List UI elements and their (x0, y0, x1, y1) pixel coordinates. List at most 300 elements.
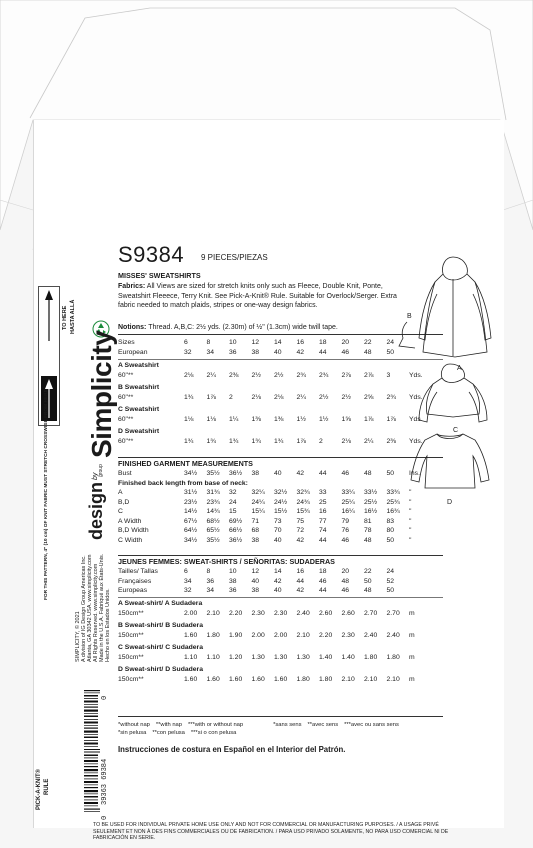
cell: 2.10 (296, 631, 310, 639)
cell: 12 (251, 568, 260, 576)
cell: 2.60 (319, 609, 333, 617)
pattern-title: MISSES' SWEATSHIRTS (118, 271, 201, 280)
cell: 2.40 (364, 631, 378, 639)
table-row (118, 586, 409, 596)
design-group-logo: design group (86, 464, 106, 540)
cell: 1.60 (206, 675, 220, 683)
cell: 44 (319, 536, 327, 544)
cell: 25 (319, 498, 327, 506)
cell: 40 (251, 577, 260, 585)
cell: 44 (319, 348, 327, 356)
fabrics-paragraph (118, 282, 403, 311)
cell: 2¼ (296, 393, 306, 401)
cell: 81 (364, 517, 372, 525)
cell: 69½ (229, 517, 243, 525)
cell: 64½ (184, 527, 198, 535)
cell: 1¾ (251, 437, 261, 445)
legend-line (118, 729, 448, 737)
cell: 2½ (319, 393, 329, 401)
cell: 16 (296, 568, 305, 576)
table-row (118, 567, 409, 577)
cell: 1⅜ (274, 415, 284, 423)
cell: 15¾ (296, 508, 310, 516)
cell: 15¼ (251, 508, 265, 516)
row-label: Europeas (118, 587, 148, 595)
cell: 48 (364, 536, 372, 544)
cell: 2⅜ (386, 437, 396, 445)
cell: 1.80 (386, 653, 400, 661)
cell: 36 (229, 348, 237, 356)
row-label: C (118, 508, 123, 516)
cell: 40 (274, 348, 282, 356)
cell: 2.20 (319, 631, 333, 639)
table-row (118, 338, 409, 348)
cell: 12 (251, 339, 260, 347)
cell: 24¼ (251, 498, 265, 506)
fabric-width: 60"** (118, 371, 134, 379)
cell: 46 (319, 577, 327, 585)
cell: 14¾ (206, 508, 220, 516)
cell: 1.90 (229, 631, 243, 639)
cell: 24 (386, 339, 395, 347)
spanish-heading: JEUNES FEMMES: SWEAT-SHIRTS / SEÑORITAS: SUDADERAS (118, 557, 335, 566)
cell: 2.40 (386, 631, 400, 639)
cell: 14 (274, 339, 282, 347)
cell: 40 (274, 587, 282, 595)
cell: 2 (229, 393, 233, 401)
cell: 25¾ (386, 498, 400, 506)
cell: 14 (274, 568, 282, 576)
cell: 2.10 (386, 675, 400, 683)
cell: 33¾ (386, 489, 400, 497)
cell: 16½ (364, 508, 378, 516)
cell: 74 (319, 527, 327, 535)
cell: 2.00 (251, 631, 265, 639)
table-row (118, 415, 423, 425)
cell: 2½ (341, 393, 351, 401)
cell: 2.20 (229, 609, 243, 617)
yardage-table (118, 361, 423, 446)
unit: m (409, 631, 415, 639)
cell: 10 (229, 339, 237, 347)
nap-legend (118, 721, 448, 737)
company-line-5: Made in the U.S.A. Fabriqué aux États-Unis. (99, 553, 105, 662)
cell: 66½ (229, 527, 243, 535)
cell: 18 (319, 568, 327, 576)
cell: 40 (274, 536, 282, 544)
pieces-count: 9 PIECES/PIEZAS (201, 253, 268, 262)
cell: 2.70 (386, 609, 400, 617)
cell: 35½ (206, 536, 220, 544)
table-row (118, 618, 415, 631)
cell: 1.60 (251, 675, 265, 683)
unit: Yds. (409, 371, 423, 379)
cell: 42 (296, 470, 305, 478)
cell: 32¼ (251, 489, 265, 497)
row-label: A Width (118, 517, 142, 525)
cell: 18 (319, 339, 327, 347)
cell: 36½ (229, 536, 243, 544)
upc-digits: 39363 69384 (101, 758, 109, 805)
cell: 24½ (274, 498, 288, 506)
cell: 1.60 (184, 675, 198, 683)
table-row (118, 479, 420, 489)
legend-item: *sin pelusa (118, 730, 147, 736)
cell: 1.40 (341, 653, 355, 661)
cell: 2¼ (206, 371, 216, 379)
unit: " (409, 508, 412, 516)
unit: " (409, 536, 412, 544)
table-row (118, 469, 420, 479)
view-label: D Sweat-shirt/ D Sudadera (118, 666, 203, 674)
table-row (118, 507, 420, 517)
cell: 2¼ (364, 437, 374, 445)
table-row (118, 498, 420, 508)
cell: 42 (296, 348, 305, 356)
cell: 1⅜ (251, 415, 261, 423)
row-label: Sizes (118, 339, 135, 347)
fabric-width: 60"** (118, 415, 134, 423)
cell: 2⅛ (274, 393, 284, 401)
legend-line (118, 721, 448, 729)
table-row (118, 424, 423, 437)
legend-item: ***with or without nap (188, 722, 244, 728)
cell: 36½ (229, 470, 243, 478)
fabric-width: 150cm** (118, 675, 144, 683)
cell: 32½ (274, 489, 288, 497)
brand-by: by (92, 472, 99, 480)
cell: 48 (341, 577, 350, 585)
cell: 22 (364, 568, 372, 576)
unit: m (409, 609, 415, 617)
table-row (118, 393, 423, 403)
cell: 2.70 (364, 609, 378, 617)
cell: 1.60 (229, 675, 243, 683)
cell: 2.30 (274, 609, 288, 617)
cell: 35½ (206, 470, 220, 478)
legend-item: **avec sens (307, 722, 339, 728)
cell: 31½ (184, 489, 198, 497)
cell: 50 (386, 587, 395, 595)
table-row (118, 402, 423, 415)
cell: 15 (229, 508, 237, 516)
legend-item: *without nap (118, 722, 150, 728)
table-row (118, 640, 415, 653)
cell: 22 (364, 339, 372, 347)
table-row (118, 577, 409, 587)
knit-instruction-text: FOR THIS PATTERN, 4" (10 cm) OF KNIT FABRIC MUST STRETCH CROSSWISE FROM HERE (44, 389, 49, 600)
cell: 38 (229, 577, 237, 585)
table-row (118, 653, 415, 663)
cell: 20 (341, 339, 350, 347)
cell: 1⅛ (184, 415, 194, 423)
cell: 25½ (364, 498, 378, 506)
row-label: C Width (118, 536, 143, 544)
cell: 2⅜ (229, 371, 239, 379)
cell: 1.30 (296, 653, 310, 661)
table-row (118, 348, 409, 358)
cell: 2.40 (296, 609, 310, 617)
cell: 32 (184, 348, 192, 356)
cell: 70 (274, 527, 282, 535)
cell: 2.30 (341, 631, 355, 639)
view-label: C Sweatshirt (118, 406, 160, 414)
cell: 8 (206, 339, 211, 347)
cell: 1¾ (206, 437, 216, 445)
company-line-3: Atlanta, GA 30342 USA. www.simplicity.com (87, 554, 93, 662)
cell: 34 (184, 577, 192, 585)
cell: 65½ (206, 527, 220, 535)
usage-disclaimer: TO BE USED FOR INDIVIDUAL PRIVATE HOME USE ONLY AND NOT FOR COMMERCIAL OR MANUFACTURING PURPOSES. / A USAGE PRIVÉ SEULEMENT ET NON À DES FINS COMMERCIALES OU DE FABRICATION. / PARA USO PRIVADO SOLAMENTE, NO PARA USO COMERCIAL NI DE FABRICACIÓN EN SERIE. (93, 822, 449, 841)
unit: Yds. (409, 415, 423, 423)
cell: 2⅝ (364, 393, 374, 401)
unit: m (409, 675, 415, 683)
cell: 2.10 (341, 675, 355, 683)
cell: 24 (229, 498, 237, 506)
fabric-width: 150cm** (118, 609, 144, 617)
table-row (118, 517, 420, 527)
row-label: B,D Width (118, 527, 149, 535)
divider (118, 597, 443, 598)
cell: 1⅞ (206, 393, 216, 401)
cell: 16 (296, 339, 305, 347)
cell: 79 (341, 517, 350, 525)
notions-paragraph (118, 323, 403, 333)
cell: 1¾ (184, 393, 194, 401)
unit: " (409, 517, 412, 525)
pick-a-knit-rule-label: RULE (44, 778, 50, 795)
legend-item: ***si o con pelusa (190, 730, 237, 736)
cell: 34½ (184, 536, 198, 544)
cell: 44 (296, 577, 305, 585)
cell: 1⅞ (296, 437, 306, 445)
legend-item: ***avec ou sans sens (344, 722, 399, 728)
table-row (118, 380, 423, 393)
upc-left-digit: 0 (101, 695, 109, 700)
cell: 24¾ (296, 498, 310, 506)
cell: 52 (386, 577, 395, 585)
cell: 48 (364, 470, 372, 478)
table-row (118, 675, 415, 685)
cell: 50 (386, 536, 395, 544)
cell: 1.80 (364, 653, 378, 661)
unit: Ins. (409, 470, 420, 478)
row-label: B,D (118, 498, 130, 506)
view-label: A Sweatshirt (118, 362, 159, 370)
cell: 36 (206, 577, 215, 585)
cell: 2¾ (319, 371, 329, 379)
cell: 2.30 (251, 609, 265, 617)
cell: 16¾ (386, 508, 400, 516)
cell: 33¼ (341, 489, 355, 497)
cell: 2.10 (364, 675, 378, 683)
cell: 1¼ (229, 415, 239, 423)
cell: 1.40 (319, 653, 333, 661)
cell: 16¼ (341, 508, 355, 516)
cell: 46 (341, 587, 350, 595)
row-label: Tailles/ Tallas (118, 568, 158, 576)
divider (118, 555, 443, 556)
cell: 2.00 (184, 609, 198, 617)
garment-views-illustration (395, 252, 505, 512)
legend-item: *sans sens (273, 722, 302, 728)
unit: " (409, 498, 412, 506)
cell: 6 (184, 568, 188, 576)
cell: 2 (319, 437, 323, 445)
unit: " (409, 489, 412, 497)
legend-item: **con pelusa (152, 730, 185, 736)
legend-item: **with nap (155, 722, 183, 728)
unit: Yds. (409, 393, 423, 401)
cell: 72 (296, 527, 305, 535)
pick-a-knit-label: PICK-A-KNIT® (36, 768, 42, 810)
fabric-width: 60"** (118, 437, 134, 445)
cell: 2½ (251, 371, 261, 379)
view-label: A Sweat-shirt/ A Sudadera (118, 600, 203, 608)
cell: 10 (229, 568, 237, 576)
cell: 50 (386, 470, 395, 478)
side-to-here: TO HERE (62, 305, 68, 330)
cell: 25¼ (341, 498, 355, 506)
cell: 34 (206, 348, 215, 356)
cell: 2⅞ (341, 371, 351, 379)
cell: 33½ (364, 489, 378, 497)
cell: 48 (364, 587, 372, 595)
finished-measurements-table (118, 469, 420, 545)
cell: 76 (341, 527, 350, 535)
table-row (118, 536, 420, 546)
table-row (118, 631, 415, 641)
cell: 1.30 (251, 653, 265, 661)
cell: 42 (274, 577, 282, 585)
cell: 42 (296, 536, 305, 544)
cell: 2¾ (296, 371, 306, 379)
cell: 8 (206, 568, 211, 576)
row-label: A (118, 489, 123, 497)
table-row (118, 437, 423, 447)
cell: 16 (319, 508, 327, 516)
table-row (118, 662, 415, 675)
unit: " (409, 527, 412, 535)
cell: 75 (296, 517, 305, 525)
cell: 23½ (184, 498, 198, 506)
divider (118, 716, 443, 717)
row-label: Bust (118, 470, 132, 478)
cell: 1.80 (296, 675, 310, 683)
cell: 1½ (319, 415, 329, 423)
fabrics-text: All Views are sized for stretch knits only such as Fleece, Double Knit, Ponte, Sweatshirt Fleeece, Terry Knit. See Pick-A-Knit® Rule. Suitable for Overlock/Serger. Extra fabric needed to match plaids, stripes or one-way design fabrics. (118, 283, 397, 309)
cell: 67½ (184, 517, 198, 525)
view-label: D Sweatshirt (118, 428, 160, 436)
cell: 32 (229, 489, 237, 497)
company-line-1: SIMPLICITY, © 2021 (75, 611, 81, 662)
cell: 1¾ (229, 437, 239, 445)
cell: 40 (274, 470, 282, 478)
cell: 1.80 (206, 631, 220, 639)
cell: 2.10 (206, 609, 220, 617)
cell: 46 (341, 470, 350, 478)
cell: 1.30 (274, 653, 288, 661)
cell: 44 (319, 587, 327, 595)
cell: 73 (274, 517, 282, 525)
cell: 34 (206, 587, 215, 595)
cell: 46 (341, 348, 350, 356)
cell: 38 (251, 470, 260, 478)
cell: 44 (319, 470, 327, 478)
unit: m (409, 653, 415, 661)
cell: 83 (386, 517, 395, 525)
cell: 48 (364, 348, 372, 356)
cell: 80 (386, 527, 395, 535)
notions-label: Notions: (118, 324, 147, 331)
cell: 1.20 (229, 653, 243, 661)
cell: 1⅛ (206, 415, 216, 423)
cell: 50 (386, 348, 395, 356)
cell: 1.60 (274, 675, 288, 683)
pattern-number: S9384 (118, 242, 185, 267)
cell: 1.10 (184, 653, 198, 661)
cell: 23¾ (206, 498, 220, 506)
view-label: B Sweatshirt (118, 384, 160, 392)
cell: 2.60 (341, 609, 355, 617)
cell: 1½ (296, 415, 306, 423)
cell: 36 (229, 587, 237, 595)
cell: 6 (184, 339, 188, 347)
fabric-width: 60"** (118, 393, 134, 401)
simplicity-logo: Simplicity (86, 330, 117, 458)
spanish-sizes-table (118, 567, 409, 596)
view-label: C Sweat-shirt/ C Sudadera (118, 644, 203, 652)
finished-measurements-heading: FINISHED GARMENT MEASUREMENTS (118, 459, 253, 468)
company-line-2: A division of IG Design Group Americas Inc. (81, 555, 87, 662)
view-label-a: A (457, 365, 462, 372)
view-label-c: C (453, 427, 459, 434)
table-row (118, 488, 420, 498)
cell: 3 (386, 371, 391, 379)
cell: 38 (251, 536, 260, 544)
company-line-4: All Rights Reserved. www.simplicity.com (93, 563, 99, 662)
view-label: B Sweat-shirt/ B Sudadera (118, 622, 203, 630)
view-label-b: B (407, 313, 412, 320)
side-hasta-aqui: HASTA ALLÁ (70, 299, 76, 334)
cell: 15½ (274, 508, 288, 516)
cell: 38 (251, 587, 260, 595)
fabric-width: 150cm** (118, 653, 144, 661)
cell: 2⅞ (364, 371, 374, 379)
sizes-table (118, 338, 409, 357)
cell: 71 (251, 517, 260, 525)
cell: 2⅛ (341, 437, 351, 445)
cell: 38 (251, 348, 260, 356)
cell: 2½ (274, 371, 284, 379)
cell: 1¾ (184, 437, 194, 445)
cell: 68½ (206, 517, 220, 525)
cell: 34½ (184, 470, 198, 478)
upc-right-digit: 0 (101, 815, 109, 820)
table-row (118, 599, 415, 609)
cell: 32¾ (296, 489, 310, 497)
view-label-d: D (447, 499, 453, 506)
cell: 42 (296, 587, 305, 595)
table-row (118, 526, 420, 536)
row-label: Françaises (118, 577, 152, 585)
table-row (118, 361, 423, 371)
back-length-heading: Finished back length from base of neck: (118, 479, 248, 487)
cell: 1.60 (184, 631, 198, 639)
cell: 20 (341, 568, 350, 576)
spanish-instructions-note: Instrucciones de costura en Español en el Interior del Patrón. (118, 745, 346, 754)
cell: 1⅝ (341, 415, 351, 423)
